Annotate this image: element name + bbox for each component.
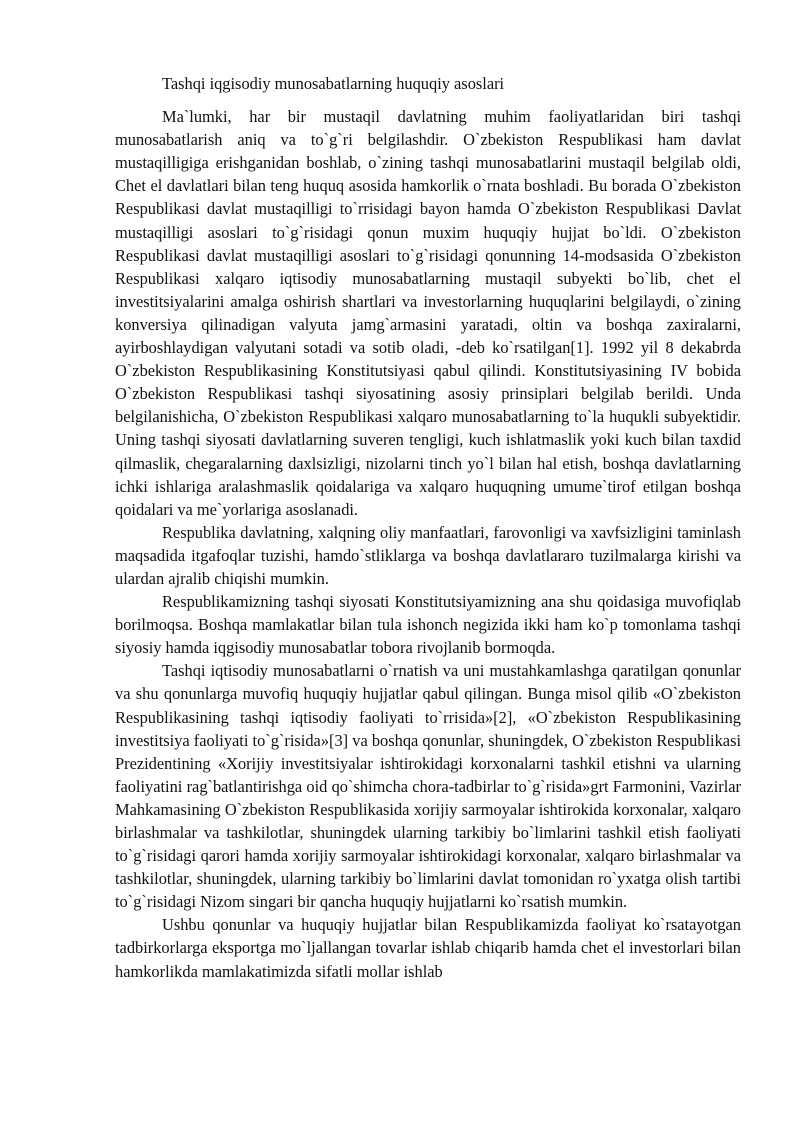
paragraph-5: Ushbu qonunlar va huquqiy hujjatlar bilan Respublikamizda faoliyat ko`rsatayotgan tadbirkorlarga eksportga mo`ljallangan tovarlar ishlab chiqarib hamda chet el investorlari bilan hamkorlikda mamlakatimizda sifatli mollar ishlab xyxy=(115,915,741,981)
paragraph-3: Respublikamizning tashqi siyosati Konstitutsiyamizning ana shu qoidasiga muvofiqlab borilmoqsa. Boshqa mamlakatlar bilan tula ishonch negizida ikki ham ko`p tomonlama tashqi siyosiy hamda iqgisodiy munosabatlar tobora rivojlanib bormoqda. xyxy=(115,592,741,658)
paragraph-4: Tashqi iqtisodiy munosabatlarni o`rnatish va uni mustahkamlashga qaratilgan qonunlar va shu qonunlarga muvofiq huquqiy hujjatlar qabul qilingan. Bunga misol qilib «O`zbekiston Respublikasining tashqi iqtisodiy faoliyati to`rrisida»[2], «O`zbekiston Respublikasining investitsiya faoliyati to`g`risida»[3] va boshqa qonunlar, shuningdek, O`zbekiston Respublikasi Prezidentining «Xorijiy investitsiyalar ishtirokidagi korxonalarni tashkil etishni va ularning faoliyatini rag`batlantirishga oid qo`shimcha chora-tadbirlar to`g`risida»grt Farmonini, Vazirlar Mahkamasining O`zbekiston Respublikasida xorijiy sarmoyalar ishtirokida korxonalar, xalqaro birlashmalar va tashkilotlar, shuningdek ularning tarkibiy bo`limlarini tashkil etish faoliyati to`g`risidagi qarori hamda xorijiy sarmoyalar ishtirokidagi korxonalar, xalqaro birlashmalar va tashkilotlar, shuningdek, ularning tarkibiy bo`limlarini davlat tomonidan ro`yxatga olish tartibi to`g`risidagi Nizom singari bir qancha huquqiy hujjatlarni ko`rsatish mumkin. xyxy=(115,661,741,912)
paragraph-2: Respublika davlatning, xalqning oliy manfaatlari, farovonligi va xavfsizligini taminlash maqsadida itgafoqlar tuzishi, hamdo`stliklarga va boshqa davlatlararo tuzilmalarga kirishi va ulardan ajralib chiqishi mumkin. xyxy=(115,522,741,588)
document-title: Tashqi iqgisodiy munosabatlarning huquqiy asoslari xyxy=(162,74,505,93)
paragraph-1: Ma`lumki, har bir mustaqil davlatning muhim faoliyatlaridan biri tashqi munosabatlarish aniq va to`g`ri belgilashdir. O`zbekiston Respublikasi ham davlat mustaqilligiga erishganidan boshlab, o`zining tashqi munosabatlarini mustaqil belgilab oldi, Chet el davlatlari bilan teng huquq asosida hamkorlik o`rnata boshladi. Bu borada O`zbekiston Respublikasi davlat mustaqilligi to`rrisidagi bayon hamda O`zbekiston Respublikasi Davlat mustaqilligi asoslari to`g`risidagi qonun muxim huquqiy hujjat bo`ldi. O`zbekiston Respublikasi davlat mustaqilligi asoslari to`g`risidagi qonunning 14-modsasida O`zbekiston Respublikasi xalqaro iqtisodiy munosabatlarning mustaqil subyekti bo`lib, chet el investitsiyalarini amalga oshirish shartlari va investorlarning huquqlarini belgilaydi, o`zining konversiya qilinadigan valyuta jamg`armasini yaratadi, oltin va boshqa zaxiralarni, ayirboshlaydigan valyutani sotadi va sotib oladi, -deb ko`rsatilgan[1]. 1992 yil 8 dekabrda O`zbekiston Respublikasining Konstitutsiyasi qabul qilindi. Konstitutsiyasining IV bobida O`zbekiston Respublikasi tashqi siyosatining asosiy prinsiplari belgilab berildi. Unda belgilanishicha, O`zbekiston Respublikasi xalqaro munosabatlarning to`la huqukli subyektidir. Uning tashqi siyosati davlatlarning suveren tengligi, kuch ishlatmaslik yoki kuch bilan taxdid qilmaslik, chegaralarning daxlsizligi, nizolarni tinch yo`l bilan hal etish, boshqa davlatlarning ichki ishlariga aralashmaslik qoidalariga va xalqaro huquqning umume`tirof etilgan boshqa qoidalari va me`yorlariga asoslanadi. xyxy=(115,107,741,519)
document-page xyxy=(115,72,741,983)
